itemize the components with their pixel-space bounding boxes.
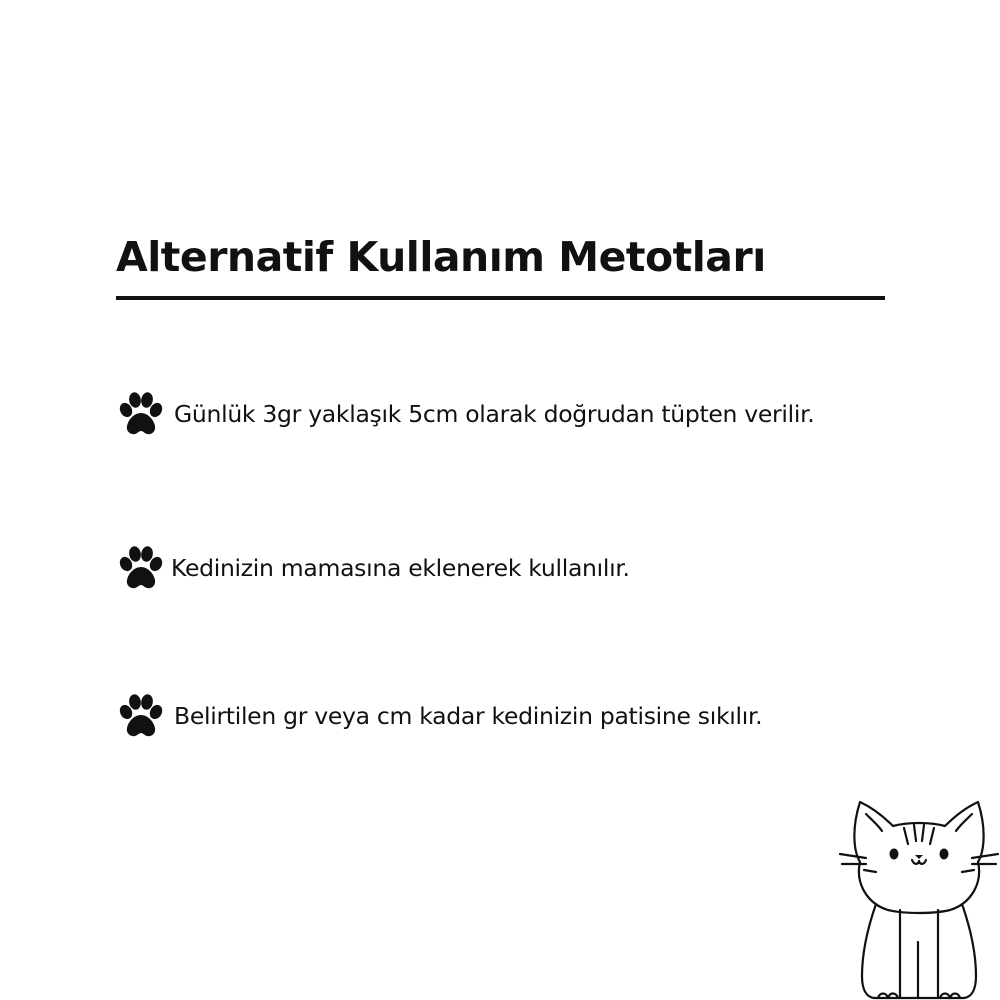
page-title: Alternatif Kullanım Metotları	[116, 233, 766, 281]
title-underline	[116, 296, 885, 300]
list-item	[116, 690, 762, 742]
list-item-text: Kedinizin mamasına eklenerek kullanılır.	[171, 554, 630, 582]
paw-icon	[116, 389, 166, 439]
list-item-text: Günlük 3gr yaklaşık 5cm olarak doğrudan tüpten verilir.	[174, 400, 815, 428]
list-item-text: Belirtilen gr veya cm kadar kedinizin patisine sıkılır.	[174, 702, 763, 730]
list-item	[116, 542, 630, 594]
cat-illustration-icon	[838, 792, 1000, 1000]
paw-icon	[116, 543, 166, 593]
list-item	[116, 388, 814, 440]
paw-icon	[116, 691, 166, 741]
